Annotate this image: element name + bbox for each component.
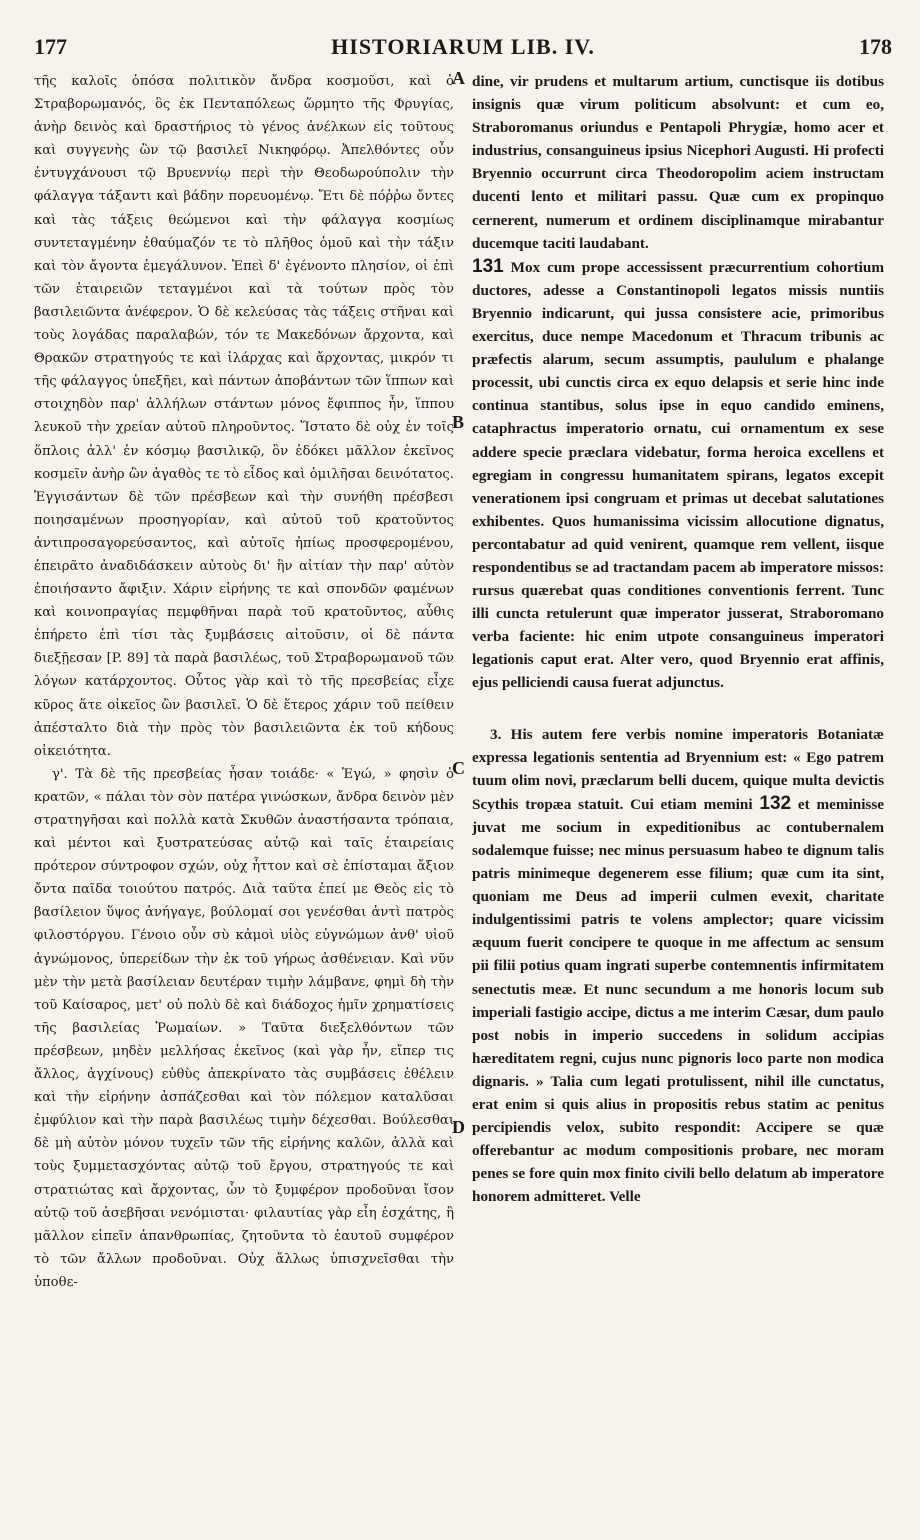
latin-paragraph-2: Mox cum prope accessissent præcurrentium cohortium ductores, adesse a Constantinopoli legatos missis nuntiis Bryennio indicarunt, qui jussa consistere acie, primoribus exercitus, duce nempe Macedonum et Thracum tribunis ac præfectis alarum, secum assumptis, paululum e phalange processit, ubi cunctis circa ex equo delapsis et serie hinc inde continua stantibus, solus ipse in equo candido eminens, cataphractus imperatorio ornatu, cui ornamentum ex sese addere specie præclara videbatur, forma heroica excellens et egregiam in congressu humanitatem spirans, legatos excepit venerationem ipsi congruam et primas ut decebat salutationes exhibentes. Quos humanissima vicissim allocutione dignatus, percontabatur ad quid venirent, quamque rem vellent, iisque respondentibus se ad tractandam pacem ab imperatore missos: rursus quærebat quas conditiones conventionis ferrent. Tunc illi cuncta retulerunt quæ imperator jusserat, Straboromano verba faciente: hic enim utpote consanguineus imperatori legationis caput erat. Alter vero, quod Bryennio erat affinis, ejus pelliciendi causa fuerat adjunctus. xyxy=(472,258,884,692)
page-number-left: 177 xyxy=(34,34,67,59)
greek-paragraph-1: τῆς καλοῖς ὁπόσα πολιτικὸν ἄνδρα κοσμοῦσι, καὶ ὁ Στραβορωμανός, ὃς ἐκ Πενταπόλεως ὥρμητο τῆς Φρυγίας, ἀνὴρ δεινὸς καὶ δραστήριος τὸ γένος ἀνέλκων εἰς τοῦτους καὶ συγγενὴς ὢν τῷ βασιλεῖ Νικηφόρῳ. Ἀπελθόντες οὖν ἐντυγχάνουσι τῷ Βρυεννίῳ περὶ τὴν Θεοδωρούπολιν τὴν φάλαγγα τάξαντι καὶ βάδην πορευομένῳ. Ἔτι δὲ πόῤῥω ὄντες καὶ τὰς τάξεις θεώμενοι καὶ τὴν φάλαγγα κοσμίως συντεταγμένην ἐθαύμαζόν τε τὸ πλῆθος ὁμοῦ καὶ τὴν τάξιν καὶ τὸν ἄγοντα ἐμεγάλυνον. Ἐπεὶ δ' ἐγένοντο πλησίον, οἱ ἐπὶ τῶν ἑταιρειῶν τεταγμένοι καὶ τὰ τούτων πρὸς τὸν βασιλειῶντα ἀνέφερον. Ὁ δὲ κελεύσας τὰς τάξεις στῆναι καὶ τοὺς λογάδας παραλαβών, τόν τε Μακεδόνων ἄρχοντα, καὶ Θρακῶν στρατηγούς τε καὶ ἰλάρχας καὶ ἄρχοντας, μικρόν τι τῆς φάλαγγος ὑπεξῆει, καὶ πάντων ἀποβάντων τῶν ἵππων καὶ στοιχηδὸν παρ' ἀλλήλων στάντων μόνος ἔφιππος ἦν, ἵππου λευκοῦ τὴν χρείαν αὐτοῦ πληροῦντος. Ἵστατο δὲ οὐχ ἐν τοῖς ὅπλοις ἀλλ' ἐν κόσμῳ βασιλικῷ, ὃν ἐδόκει μᾶλλον ἐκεῖνος κοσμεῖν ἀνὴρ ὢν ἀγαθὸς τε τὸ εἶδος καὶ ὁμιλῆσαι δεινότατος. Ἐγγισάντων δὲ τῶν πρέσβεων καὶ τὴν συνήθη πρέσβεσι ποιησαμένων προσηγορίαν, καὶ αὐτοῦ τοῦ κρατοῦντος ἀντιπροσαγορεύσαντος, καὶ αὐτοῖς ἠπίως προσφερομένου, ἐπειρᾶτο ἀναδιδάσκειν αὐτοὺς δι' ἣν αἰτίαν τὴν παρ' αὐτὸν ἐποιήσαντο ἄφιξιν. Χάριν εἰρήνης τε καὶ σπονδῶν φαμένων καὶ κοινοπραγίας πεμφθῆναι παρὰ τοῦ κρατοῦντος, αὖθις ἐπήρετο ἐπὶ τίσι τὰς ξυμβάσεις αἰτοῦσιν, οἱ δὲ πάντα διεξῇεσαν [P. 89] τὰ παρὰ βασιλέως, τοῦ Στραβορωμανοῦ τῶν λόγων κατάρχοντος. Οὗτος γὰρ καὶ τὸ τῆς πρεσβείας εἶχε κῦρος ἅτε οἰκεῖος ὢν βασιλεῖ. Ὁ δὲ ἕτερος χάριν τοῦ πείθειν ἀπέσταλτο διὰ τὴν πρὸς τὸν βασιλειῶντα ἐκ τοῦ κήδους οἰκειότητα. xyxy=(34,74,454,759)
latin-paragraph-1: dine, vir prudens et multarum artium, cunctisque iis dotibus insignis quæ virum politicum absolvunt: et cum eo, Straboromanus oriundus e Pentapoli Phrygiæ, homo acer et industrius, consanguineus ipsius Nicephori Augusti. Hi profecti Bryennio occurrunt circa Theodoropolim aciem instructam ducenti lento et militari passu. Quæ cum ex propinquo cernerent, numerum et ordinem disciplinamque mirabantur ducemque taciti laudabant. xyxy=(472,73,884,252)
margin-letter-d: D xyxy=(452,1117,465,1137)
section-number-131: 131 xyxy=(472,255,504,277)
section-number-132: 132 xyxy=(759,792,792,814)
latin-column xyxy=(472,70,884,1522)
greek-column xyxy=(34,70,454,1522)
page-header xyxy=(34,34,892,64)
latin-paragraph-3b: et meminisse juvat me socium in expeditionibus ac contubernalem sodalemque fuisse; nec minus persuasum habeo te dignum talis patris minimeque degenerem esse filium; quæ cum ita sint, quoniam me Deus ad imperii culmen evexit, charitate indulgentissimi patris te volens amplector; quare vicissim æquum fuerit concipere te quoque in me affectum ac sensum pii filii potius quam ingrati superbe contemnentis infirmitatem senectutis meæ. Et nunc secundum a me honoris locum sub imperiali fastigio accipe, dictus a me interim Cæsar, dum paulo post nobis in imperio succedens in solidum accipias hæreditatem regni, cujus nunc pignoris loco parte non modica dignaris. » Talia cum legati protulissent, nihil ille cunctatus, erat enim si quis alius in propositis rebus statim ac penitus percipiendis velox, subito respondit: Accipere se quæ offerebantur ac modum compositionis probare, nec moram penes se fore quin mox finito civili bello delatum ab imperatore honorem admitteret. Velle xyxy=(472,795,884,1206)
margin-letter-b: B xyxy=(452,412,465,432)
margin-letter-c: C xyxy=(452,758,465,778)
latin-paragraph-3a: 3. His autem fere verbis nomine imperatoris Botaniatæ expressa legationis sententia ad Bryennium est: « Ego patrem tuum olim novi, præclarum belli ducem, quique multa devictis Scythis tropæa statuit. Cui etiam memini xyxy=(472,725,884,813)
margin-letter-a: A xyxy=(452,68,465,88)
running-title: HISTORIARUM LIB. IV. xyxy=(331,34,595,59)
greek-paragraph-2: γ'. Τὰ δὲ τῆς πρεσβείας ἦσαν τοιάδε· « Ἐγώ, » φησὶν ὁ κρατῶν, « πάλαι τὸν σὸν πατέρα γινώσκων, ἄνδρα δεινὸν μὲν στρατηγῆσαι καὶ πολλὰ κατὰ Σκυθῶν ἀναστήσαντα τρόπαια, καὶ μέντοι καὶ ξυστρατεύσας αὐτῷ καὶ ταῖς ἑταιρείαις πρότερον σύντροφον σχών, οὐχ ἧττον καὶ σὲ ἐπίσταμαι ἄξιον ὄντα παῖδα τοιούτου πατρός. Διὰ ταῦτα ἐπεί με Θεὸς εἰς τὸ βασίλειον ὕψος ἀνήγαγε, βούλομαί σοι γενέσθαι ἀντὶ πατρὸς φιλοστόργου. Γένοιο οὖν σὺ κἀμοὶ υἱὸς εὐγνώμων ἀνθ' υἱοῦ ἀγνώμονος, ὑπερείδων τὴν ἐκ τοῦ γήρως ἀσθένειαν. Καὶ νῦν μὲν τὴν μετὰ βασίλειαν δευτέραν τιμὴν λάμβανε, φημὶ δὴ τὴν τοῦ Καίσαρος, μετ' οὐ πολὺ δὲ καὶ διάδοχος ἡμῖν χρηματίσεις τῆς βασιλείας Ῥωμαίων. » Ταῦτα διεξελθόντων τῶν πρέσβεων, μηδὲν μελλήσας ἐκεῖνος (καὶ γὰρ ἦν, εἴπερ τις ἄλλος, ἀγχίνους) εὐθὺς ἀπεκρίνατο τὰς συμβάσεις ἐθέλειν καὶ τὴν εἰρήνην ἀσπάζεσθαι καὶ τὸν πόλεμον καταλῦσαι ἐμφύλιον καὶ τὴν παρὰ βασιλέως τιμὴν δέχεσθαι. Βούλεσθαι δὲ μὴ αὐτὸν μόνον τυχεῖν τῶν τῆς εἰρήνης καλῶν, ἀλλὰ καὶ τοὺς ξυμμετασχόντας αὐτῷ τοῦ ἔργου, στρατηγούς τε καὶ στρατιώτας καὶ ἄρχοντας, ὧν τὸ ξυμφέρον προδοῦναι ἴσον αὐτῷ τοῦ ἀσεβῆσαι νενόμισται· φιλαυτίας γὰρ εἶη ἐσχάτης, ἢ μᾶλλον εἰπεῖν ἀπανθρωπίας, ζητοῦντα τὸ ἑαυτοῦ συμφέρον τὸ τῶν ἄλλων προδοῦναι. Οὐχ ἄλλως ὑπισχνεῖσθαι τὴν ὑποθε- xyxy=(34,766,454,1290)
page-number-right: 178 xyxy=(859,34,892,59)
